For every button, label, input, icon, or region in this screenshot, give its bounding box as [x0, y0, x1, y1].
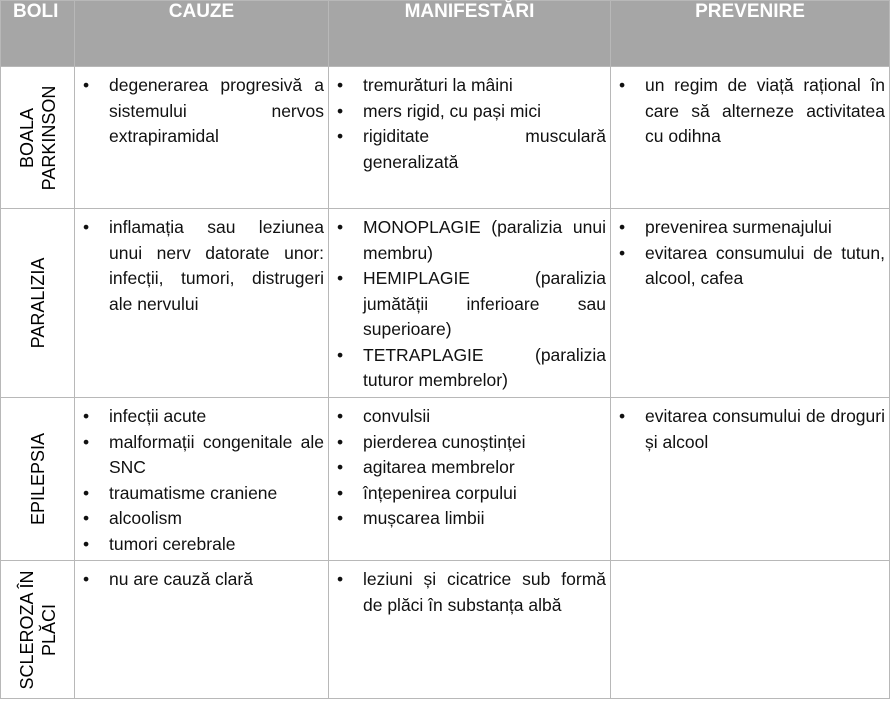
causes-cell [75, 67, 329, 209]
list-item: • rigiditate musculară generalizată [337, 124, 606, 175]
list-item: • un regim de viață rațional în care să alterneze activitatea cu odihna [619, 73, 885, 150]
disease-name [16, 85, 60, 190]
disease-name [27, 433, 49, 525]
table-row [1, 209, 890, 398]
list-item: • malformații congenitale ale SNC [83, 430, 324, 481]
disease-name-cell [1, 561, 75, 699]
disease-name [27, 258, 49, 349]
disease-name-line: SCLEROZA ÎN [16, 569, 37, 690]
disease-name-cell [1, 398, 75, 561]
prevention-list [611, 209, 889, 292]
manifestations-list [329, 209, 610, 394]
disease-name-line: EPILEPSIA [27, 432, 48, 526]
manifestations-cell [329, 561, 611, 699]
prevention-cell [611, 398, 890, 561]
list-item: • pierderea cunoștinței [337, 430, 606, 456]
list-item: • inflamația sau leziunea unui nerv datorate unor: infecții, tumori, distrugeri ale nervului [83, 215, 324, 317]
prevention-cell [611, 67, 890, 209]
disease-name-line: PARALIZIA [27, 257, 48, 349]
header-row [1, 1, 890, 67]
prevention-list [611, 561, 889, 567]
list-item: • MONOPLAGIE (paralizia unui membru) [337, 215, 606, 266]
causes-cell [75, 209, 329, 398]
prevention-cell [611, 561, 890, 699]
list-item: • alcoolism [83, 506, 324, 532]
list-item: • HEMIPLAGIE (paralizia jumătății inferioare sau superioare) [337, 266, 606, 343]
manifestations-list [329, 561, 610, 618]
disease-name [16, 570, 60, 689]
list-item: • mers rigid, cu pași mici [337, 99, 606, 125]
list-item: • convulsii [337, 404, 606, 430]
causes-cell [75, 561, 329, 699]
list-item: • mușcarea limbii [337, 506, 606, 532]
header-cauze: CAUZE [75, 1, 329, 67]
header-boli: BOLI [1, 1, 75, 67]
list-item: • evitarea consumului de tutun, alcool, cafea [619, 241, 885, 292]
causes-cell [75, 398, 329, 561]
list-item: • degenerarea progresivă a sistemului nervos extrapiramidal [83, 73, 324, 150]
header-manifestari: MANIFESTĂRI [329, 1, 611, 67]
manifestations-list [329, 67, 610, 175]
causes-list [75, 67, 328, 150]
list-item: • nu are cauză clară [83, 567, 324, 593]
disease-name-line: PLĂCI [38, 603, 59, 656]
table-row [1, 67, 890, 209]
manifestations-cell [329, 67, 611, 209]
list-item: • tremurături la mâini [337, 73, 606, 99]
manifestations-cell [329, 398, 611, 561]
list-item: • tumori cerebrale [83, 532, 324, 558]
disease-name-cell [1, 67, 75, 209]
table-row [1, 398, 890, 561]
table-row [1, 561, 890, 699]
list-item: • agitarea membrelor [337, 455, 606, 481]
disease-name-line: PARKINSON [38, 85, 59, 190]
header-prevenire: PREVENIRE [611, 1, 890, 67]
prevention-list [611, 398, 889, 455]
list-item: • infecții acute [83, 404, 324, 430]
list-item: • leziuni și cicatrice sub formă de plăci în substanța albă [337, 567, 606, 618]
list-item: • traumatisme craniene [83, 481, 324, 507]
causes-list [75, 398, 328, 557]
list-item: • înțepenirea corpului [337, 481, 606, 507]
disease-name-line: BOALA [16, 107, 37, 168]
causes-list [75, 561, 328, 593]
disease-name-cell [1, 209, 75, 398]
manifestations-cell [329, 209, 611, 398]
list-item: • TETRAPLAGIE (paralizia tuturor membrelor) [337, 343, 606, 394]
prevention-list [611, 67, 889, 150]
causes-list [75, 209, 328, 317]
list-item: • evitarea consumului de droguri și alcool [619, 404, 885, 455]
manifestations-list [329, 398, 610, 532]
list-item: • prevenirea surmenajului [619, 215, 885, 241]
prevention-cell [611, 209, 890, 398]
